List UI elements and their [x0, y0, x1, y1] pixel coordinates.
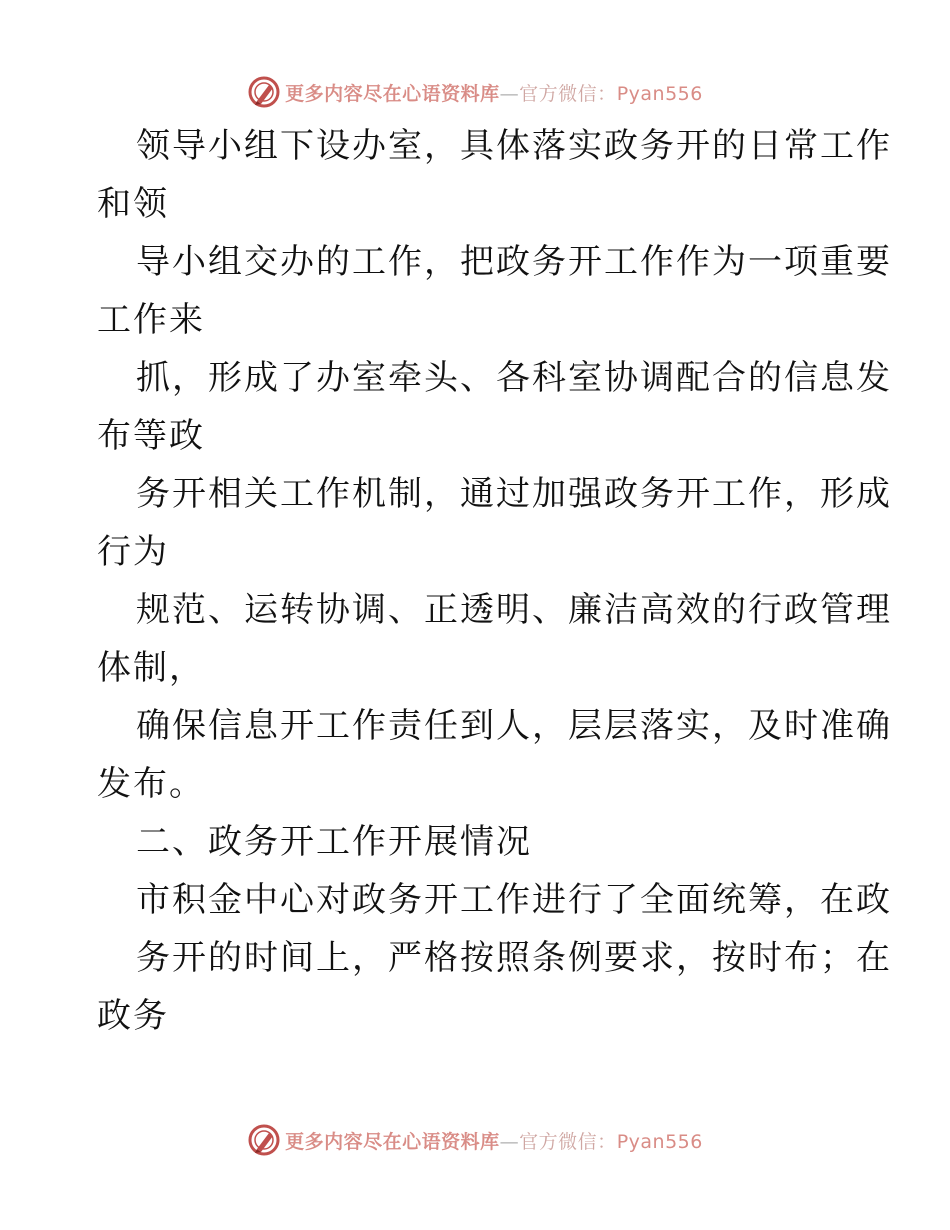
header-account: Pyan556: [616, 82, 703, 105]
body-line-11: 确保信息开工作责任到人，层层落实，及时准确: [136, 706, 892, 746]
pen-logo-icon: [247, 75, 281, 109]
header-brand: 更多内容尽在心语资料库: [285, 82, 500, 105]
body-line-10: 体制，: [97, 648, 205, 688]
body-line-7: 务开相关工作机制，通过加强政务开工作，形成: [136, 474, 892, 514]
body-line-16: 政务: [97, 996, 169, 1036]
footer-watermark-text: [285, 1127, 703, 1154]
footer-dash: —: [499, 1130, 520, 1153]
body-line-12: 发布。: [97, 764, 205, 804]
body-line-4: 工作来: [97, 300, 205, 340]
body-line-3: 导小组交办的工作，把政务开工作作为一项重要: [136, 242, 892, 282]
body-line-15: 务开的时间上，严格按照条例要求，按时布；在: [136, 938, 892, 978]
header-dash: —: [499, 82, 520, 105]
pen-logo-icon: [247, 1123, 281, 1157]
body-line-9: 规范、运转协调、正透明、廉洁高效的行政管理: [136, 590, 892, 630]
footer-account: Pyan556: [616, 1130, 703, 1153]
header-watermark-banner: [0, 72, 950, 112]
section-heading: 二、政务开工作开展情况: [136, 822, 532, 862]
footer-label: 官方微信：: [519, 1130, 617, 1153]
body-line-14: 市积金中心对政务开工作进行了全面统筹，在政: [136, 880, 892, 920]
body-line-8: 行为: [97, 532, 169, 572]
footer-watermark-banner: [0, 1120, 950, 1160]
header-label: 官方微信：: [519, 82, 617, 105]
body-line-2: 和领: [97, 184, 169, 224]
header-watermark-text: [285, 79, 703, 106]
footer-brand: 更多内容尽在心语资料库: [285, 1130, 500, 1153]
body-line-5: 抓，形成了办室牵头、各科室协调配合的信息发: [136, 358, 892, 398]
body-line-6: 布等政: [97, 416, 205, 456]
body-line-1: 领导小组下设办室，具体落实政务开的日常工作: [136, 126, 892, 166]
